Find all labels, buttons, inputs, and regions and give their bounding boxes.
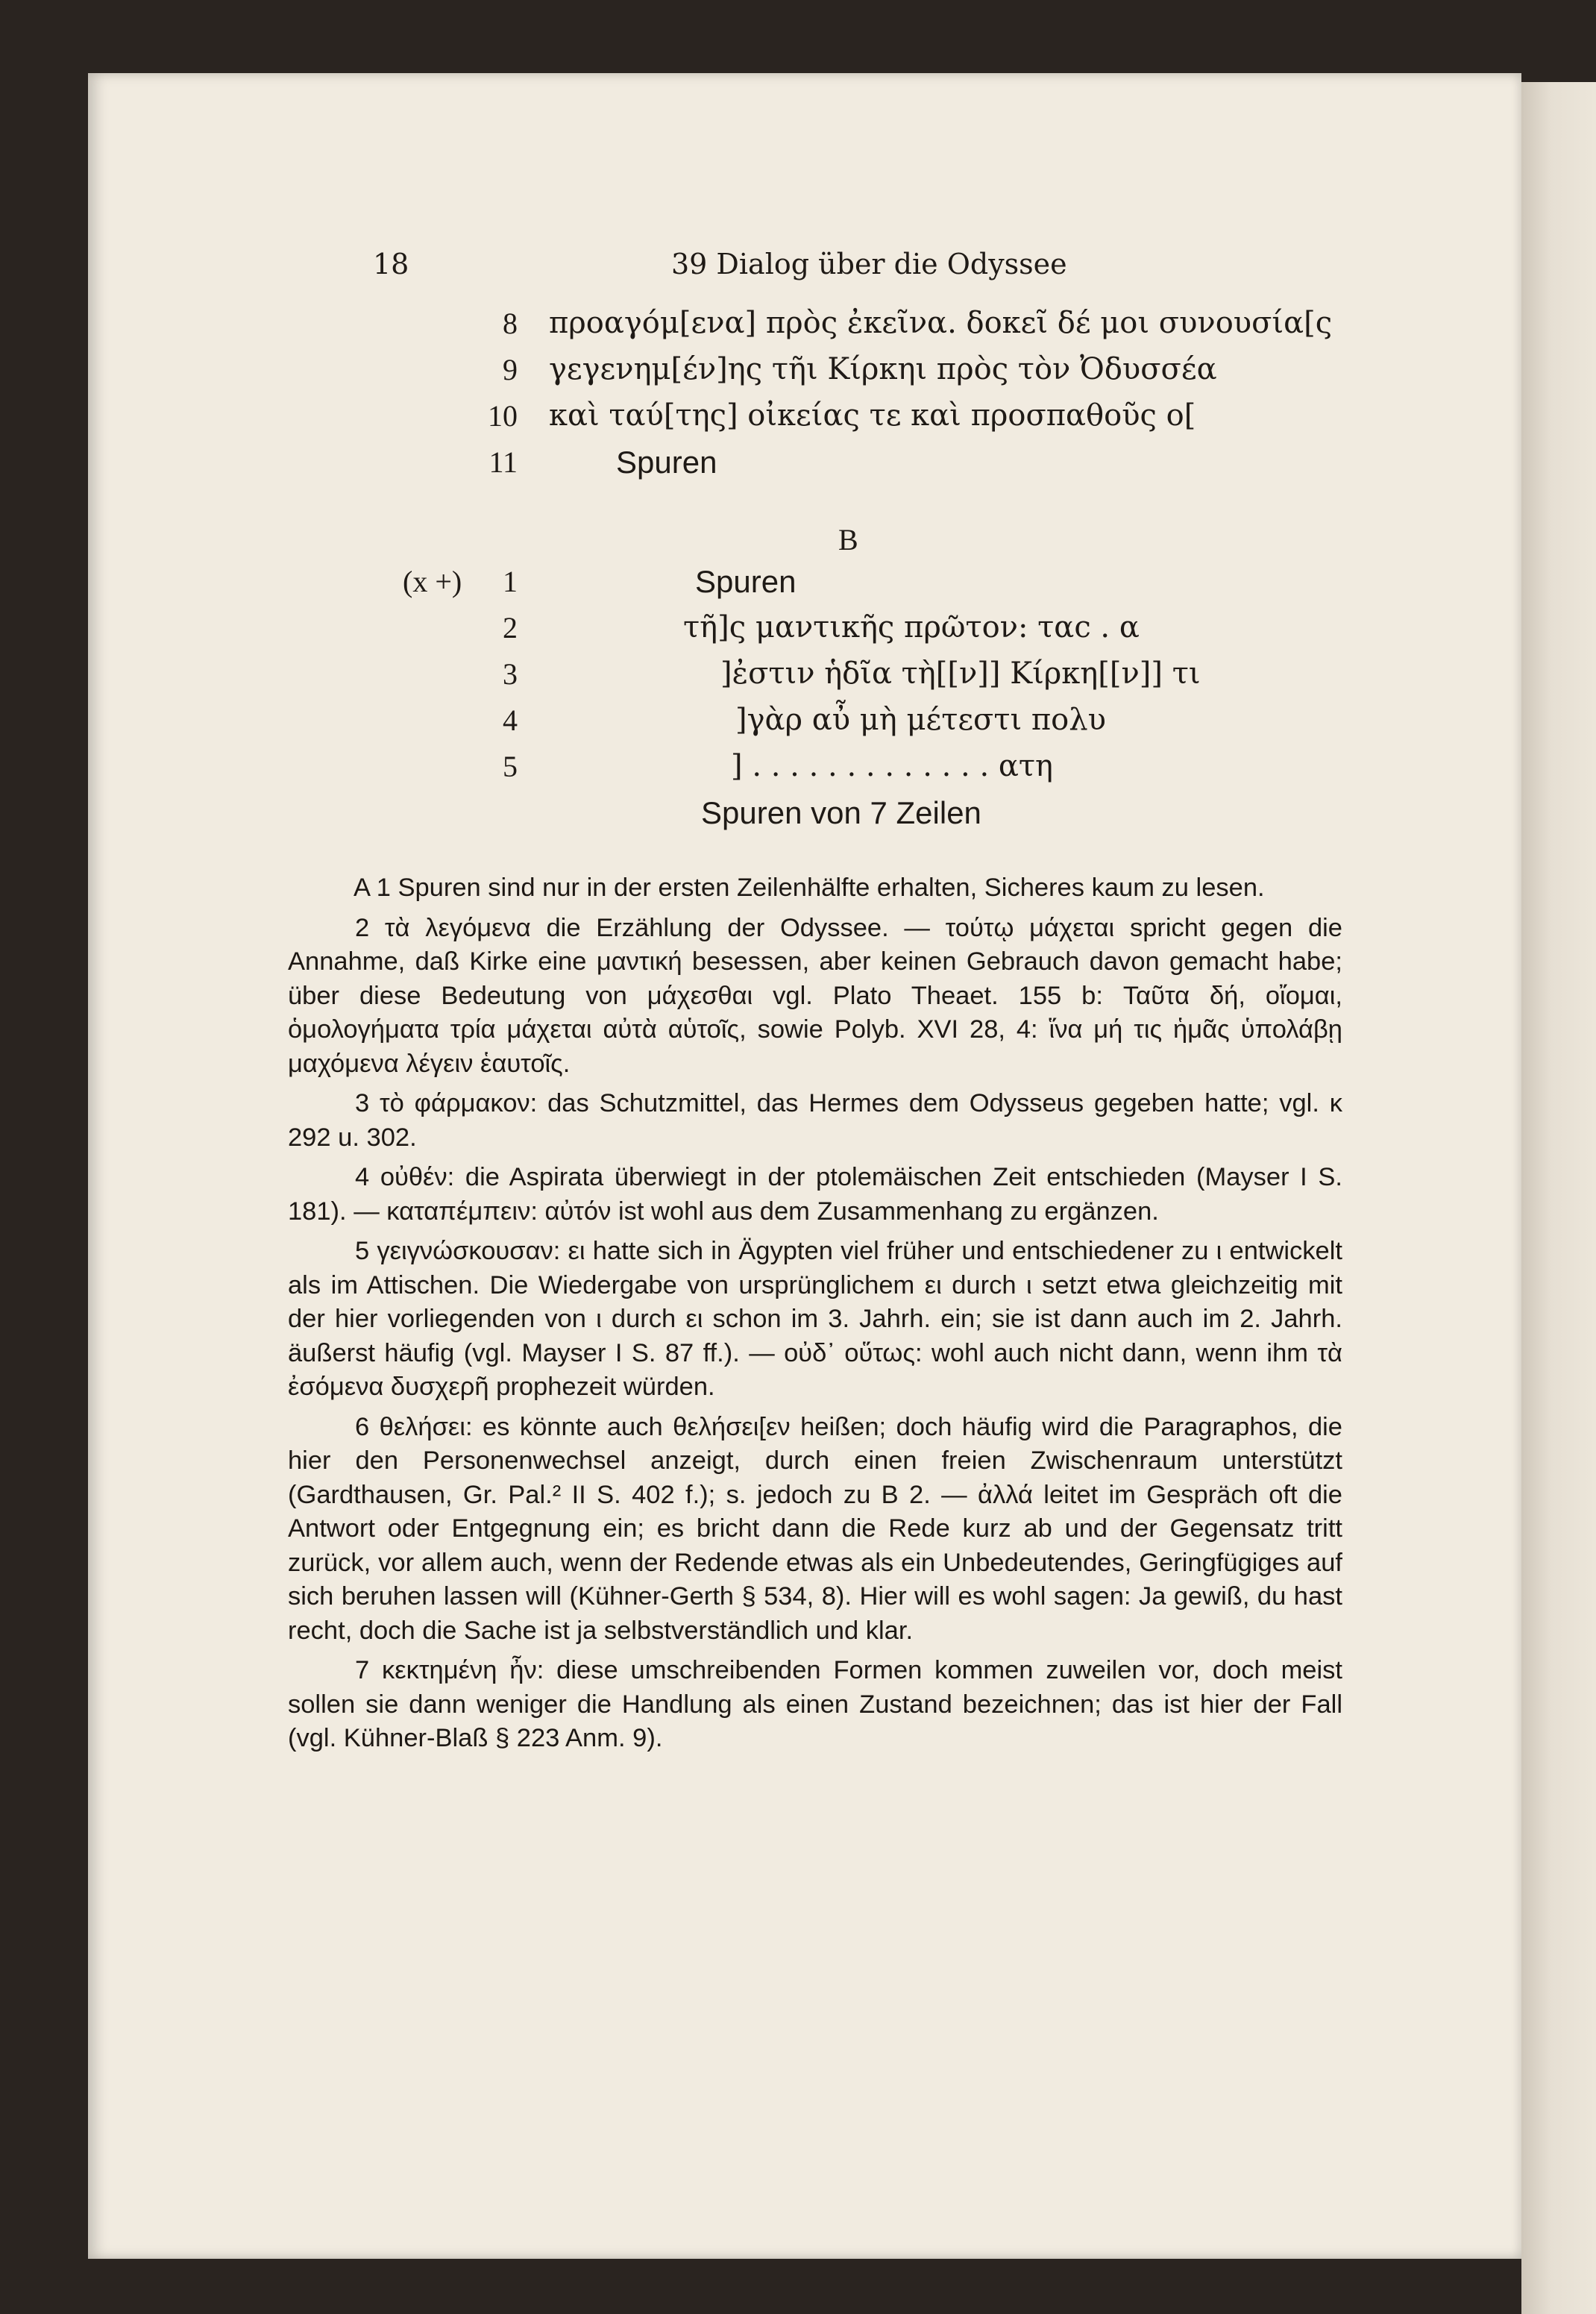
column-a-line: 11 Spuren	[488, 445, 717, 480]
commentary-note: 7 κεκτημένη ἦν: diese umschreibenden Formen kommen zuweilen vor, doch meist sollen sie dann weniger die Handlung als einen Zustand bezeichnen; das ist hier der Fall (vgl. Kühner-Blaß § 223 Anm. 9).	[288, 1656, 1342, 1752]
page-number: 18	[373, 248, 409, 280]
column-a-line: 8 προαγόμ[ενα] πρὸς ἐκεῖνα. δοκεῖ δέ μοι συνουσία[ς	[503, 306, 1333, 340]
column-b-line: 2 τῆ]ς μαντικῆς πρῶτον: ταc . α	[503, 610, 1140, 645]
column-b-line: (x +) 1 Spuren	[403, 564, 797, 599]
commentary-note: 4 οὐθέν: die Aspirata überwiegt in der ptolemäischen Zeit entschieden (Mayser I S. 181). — καταπέμπειν: αὐτόν ist wohl aus dem Zusammenhang zu ergänzen.	[288, 1163, 1342, 1226]
column-a-line: 9 γεγενημ[έν]ης τῆι Κίρκηι πρὸς τὸν Ὀδυσσέα	[503, 352, 1217, 386]
column-b-line: 4 ]γὰρ αὖ μὴ μέτεστι πολυ	[503, 703, 1106, 737]
column-a-line: 10 καὶ ταύ[της] οἰκείας τε καὶ προσπαθοῦς ο[	[488, 398, 1196, 433]
running-title: 39 Dialog über die Odyssee	[671, 248, 1067, 280]
commentary-note: 3 τὸ φάρμακον: das Schutzmittel, das Hermes dem Odysseus gegeben hatte; vgl. κ 292 u. 302.	[288, 1089, 1342, 1152]
commentary-note: 5 γειγνώσκουσαν: ει hatte sich in Ägypten viel früher und entschiedener zu ι entwickelt als im Attischen. Die Wiedergabe von ursprünglichem ει durch ι setzt etwa gleichzeitig mit der hier vorliegenden von ι durch ει schon im 3. Jahrh. ein; sie ist dann auch im 2. Jahrh. äußerst häufig (vgl. Mayser I S. 87 ff.). — οὐδ᾽ οὕτως: wohl auch nicht dann, wenn ihm τὰ ἐσόμενα δυσχερῆ prophezeit würden.	[288, 1237, 1342, 1401]
column-b-line: 5 ] . . . . . . . . . . . . . ατη	[503, 749, 1054, 783]
commentary	[288, 871, 1342, 1762]
column-b-trailing-traces: Spuren von 7 Zeilen	[701, 795, 981, 830]
commentary-note: 6 θελήσει: es könnte auch θελήσει[εν heißen; doch häufig wird die Paragraphos, die hier den Personenwechsel anzeigt, durch einen freien Zwischenraum unterstützt (Gardthausen, Gr. Pal.² II S. 402 f.); s. jedoch zu B 2. — ἀλλά leitet im Gespräch oft die Antwort oder Entgegnung ein; es bricht dann die Rede kurz ab und der Gegensatz tritt zurück, vor allem auch, wenn der Redende etwas als ein Unbedeutendes, Geringfügiges auf sich beruhen lassen will (Kühner-Gerth § 534, 8). Hier will es wohl sagen: Ja gewiß, du hast recht, doch die Sache ist ja selbstverständlich und klar.	[288, 1412, 1342, 1645]
column-b-line: 3 ]ἐστιν ἡδῖα τὴ[[ν]] Κίρκη[[ν]] τι	[503, 656, 1201, 691]
column-b-label: B	[838, 523, 858, 556]
column-b-prefix: (x +)	[403, 565, 462, 598]
page-header	[88, 248, 1521, 285]
commentary-note: 2 τὰ λεγόμενα die Erzählung der Odyssee. — τούτῳ μάχεται spricht gegen die Annahme, daß Kirke eine μαντική besessen, aber keinen Gebrauch davon gemacht habe; über diese Bedeutung von μάχεσθαι vgl. Plato Theaet. 155 b: Ταῦτα δή, οἴομαι, ὁμολογήματα τρία μάχεται αὐτὰ αὑτοῖς, sowie Polyb. XVI 28, 4: ἵνα μή τις ἡμᾶς ὑπολάβῃ μαχόμενα λέγειν ἑαυτοῖς.	[288, 913, 1342, 1078]
commentary-note: A 1 Spuren sind nur in der ersten Zeilenhälfte erhalten, Sicheres kaum zu lesen.	[354, 874, 1265, 902]
